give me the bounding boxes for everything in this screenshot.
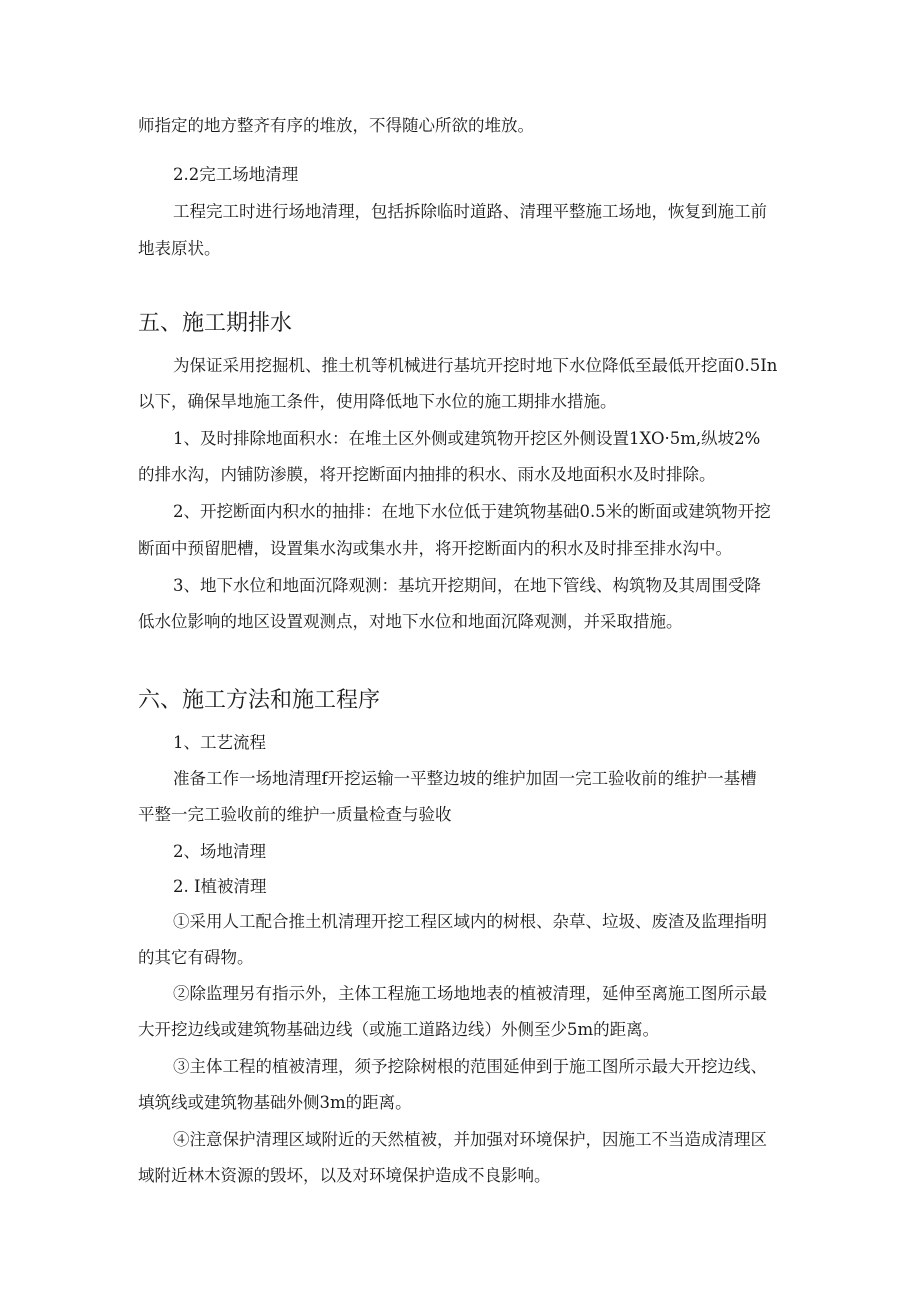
paragraph-line: 的排水沟，内铺防渗膜，将开挖断面内抽排的积水、雨水及地面积水及时排除。 [138, 465, 716, 484]
paragraph-line: 师指定的地方整齐有序的堆放，不得随心所欲的堆放。 [138, 116, 534, 135]
subheading: 1、工艺流程 [173, 733, 266, 752]
paragraph-line: 以下，确保旱地施工条件，使用降低地下水位的施工期排水措施。 [138, 392, 617, 411]
paragraph-line: 为保证采用挖掘机、推土机等机械进行基坑开挖时地下水位降低至最低开挖面0.5In [173, 356, 778, 375]
paragraph-line: 低水位影响的地区设置观测点，对地下水位和地面沉降观测，并采取措施。 [138, 612, 683, 631]
paragraph-line: 2、开挖断面内积水的抽排：在地下水位低于建筑物基础0.5米的断面或建筑物开挖 [173, 502, 771, 521]
paragraph-line: 域附近林木资源的毁坏，以及对环境保护造成不良影响。 [138, 1166, 551, 1185]
section-heading: 六、施工方法和施工程序 [138, 688, 381, 713]
paragraph-line: ④注意保护清理区域附近的天然植被，并加强对环境保护，因施工不当造成清理区 [173, 1130, 767, 1149]
paragraph-line: 填筑线或建筑物基础外侧3m的距离。 [138, 1093, 412, 1112]
paragraph-line: 断面中预留肥槽，设置集水沟或集水井，将开挖断面内的积水及时排至排水沟中。 [138, 539, 732, 558]
paragraph-line: 准备工作一场地清理f开挖运输一平整边坡的维护加固一完工验收前的维护一基槽 [173, 769, 757, 788]
paragraph-line: 工程完工时进行场地清理，包括拆除临时道路、清理平整施工场地，恢复到施工前 [173, 202, 767, 221]
subheading: 2.2完工场地清理 [173, 165, 299, 184]
subheading: 2. I植被清理 [173, 877, 267, 896]
section-heading: 五、施工期排水 [138, 311, 293, 336]
paragraph-line: 1、及时排除地面积水：在堆土区外侧或建筑物开挖区外侧设置1XO·5m,纵坡2% [173, 429, 761, 448]
paragraph-line: ①采用人工配合推土机清理开挖工程区域内的树根、杂草、垃圾、废渣及监理指明 [173, 912, 767, 931]
paragraph-line: 平整一完工验收前的维护一质量检查与验收 [138, 805, 452, 824]
subheading: 2、场地清理 [173, 842, 266, 861]
paragraph-line: ②除监理另有指示外，主体工程施工场地地表的植被清理，延伸至离施工图所示最 [173, 984, 767, 1003]
paragraph-line: ③主体工程的植被清理，须予挖除树根的范围延伸到于施工图所示最大开挖边线、 [173, 1057, 767, 1076]
paragraph-line: 大开挖边线或建筑物基础边线（或施工道路边线）外侧至少5m的距离。 [138, 1020, 660, 1039]
paragraph-line: 3、地下水位和地面沉降观测：基坑开挖期间，在地下管线、构筑物及其周围受降 [173, 576, 761, 595]
paragraph-line: 的其它有碍物。 [138, 948, 254, 967]
paragraph-line: 地表原状。 [138, 239, 221, 258]
